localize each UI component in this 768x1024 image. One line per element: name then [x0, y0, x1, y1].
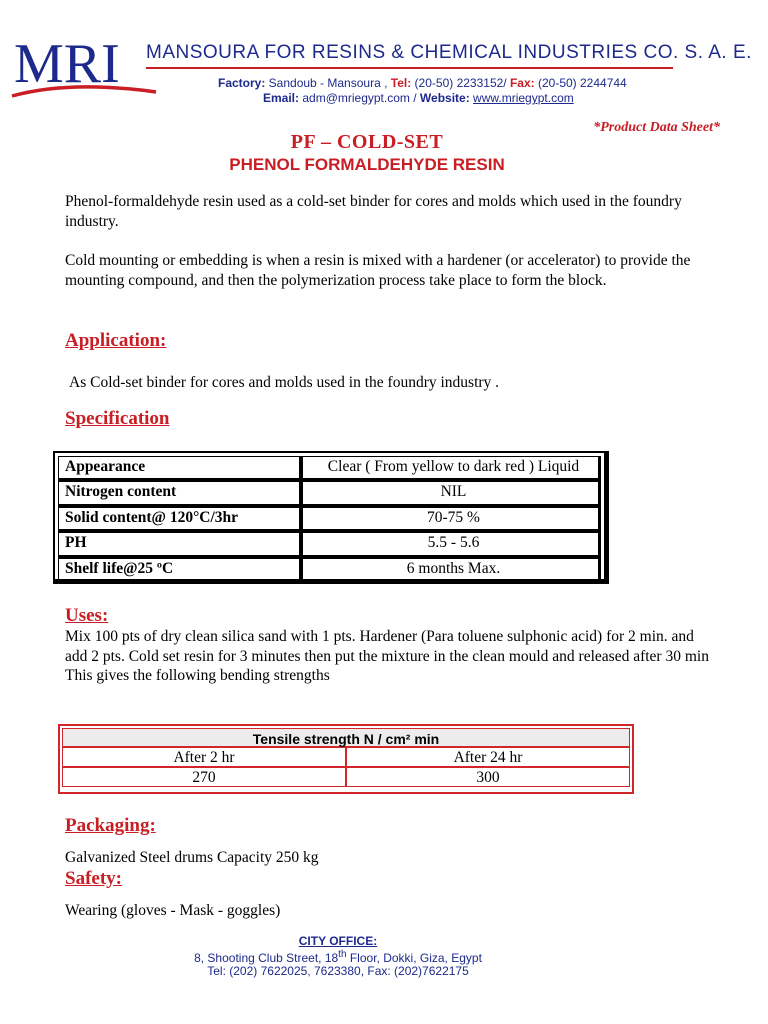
factory-label: Factory: — [218, 76, 266, 90]
email-contact-line — [263, 91, 574, 105]
uses-instructions: Mix 100 pts of dry clean silica sand with 1 pts. Hardener (Para toluene sulphonic acid) for 2 min. and add 2 pts. Cold set resin for 3 minutes then put the mixture in the clean mould and released after 30 min — [65, 628, 709, 665]
website-label: Website: — [419, 91, 470, 105]
spec-label: Solid content@ 120°C/3hr — [58, 507, 302, 532]
logo-text: MRI — [14, 33, 120, 95]
table-row — [62, 767, 630, 787]
spec-label: Shelf life@25 ºC — [58, 558, 302, 583]
packaging-heading: Packaging: — [65, 815, 156, 836]
spec-label: Appearance — [58, 456, 302, 481]
table-row — [58, 481, 601, 506]
uses-heading: Uses: — [65, 605, 109, 626]
product-subtitle: PHENOL FORMALDEHYDE RESIN — [229, 155, 505, 174]
spec-label: Nitrogen content — [58, 481, 302, 506]
city-office-address — [0, 949, 676, 965]
table-cell: 300 — [346, 767, 630, 787]
city-office-phone: Tel: (202) 7622025, 7623380, Fax: (202)7622175 — [207, 964, 469, 978]
factory-value: Sandoub - Mansoura , — [265, 76, 391, 90]
email-label: Email: — [263, 91, 300, 105]
tel-label: Tel: — [390, 76, 412, 90]
uses-text-block — [65, 627, 715, 686]
table-row — [58, 558, 601, 583]
spec-value: NIL — [302, 481, 601, 506]
spec-label: PH — [58, 532, 302, 557]
safety-heading: Safety: — [65, 868, 122, 889]
column-header: After 24 hr — [346, 747, 630, 767]
website-link[interactable]: www.mriegypt.com — [473, 91, 574, 105]
city-office-title: CITY OFFICE: — [298, 934, 378, 948]
intro-paragraph-1: Phenol-formaldehyde resin used as a cold-set binder for cores and molds which used in the foundry industry. — [65, 193, 682, 230]
address-superscript: th — [338, 949, 347, 960]
fax-label: Fax: — [509, 76, 535, 90]
factory-contact-line — [218, 76, 627, 90]
product-title: PF – COLD-SET — [290, 131, 444, 153]
spec-value: 5.5 - 5.6 — [302, 532, 601, 557]
company-logo — [10, 32, 160, 104]
specification-table — [53, 451, 609, 584]
packaging-text: Galvanized Steel drums Capacity 250 kg — [65, 849, 319, 866]
spec-value: 6 months Max. — [302, 558, 601, 583]
tensile-strength-table — [58, 724, 634, 794]
company-name: MANSOURA FOR RESINS & CHEMICAL INDUSTRIES CO. S. A. E. — [146, 42, 752, 63]
address-part: 8, Shooting Club Street, 18 — [194, 951, 339, 965]
table-row — [58, 507, 601, 532]
specification-heading: Specification — [65, 408, 170, 429]
safety-text: Wearing (gloves - Mask - goggles) — [65, 902, 281, 919]
table-row — [58, 532, 601, 557]
document-type: *Product Data Sheet* — [593, 120, 720, 135]
mri-logo-mark — [10, 32, 160, 104]
address-part: Floor, Dokki, Giza, Egypt — [346, 951, 482, 965]
header-divider — [146, 67, 673, 69]
email-value[interactable]: adm@mriegypt.com / — [299, 91, 420, 105]
spec-value: Clear ( From yellow to dark red ) Liquid — [302, 456, 601, 481]
table-row — [58, 456, 601, 481]
application-text: As Cold-set binder for cores and molds used in the foundry industry . — [69, 374, 500, 391]
fax-value: (20-50) 2244744 — [534, 76, 627, 90]
table-header-row — [62, 747, 630, 767]
table-caption: Tensile strength N / cm² min — [62, 728, 630, 747]
uses-note: This gives the following bending strengths — [65, 667, 330, 684]
spec-value: 70-75 % — [302, 507, 601, 532]
application-heading: Application: — [65, 330, 167, 351]
column-header: After 2 hr — [62, 747, 346, 767]
intro-paragraph-2: Cold mounting or embedding is when a resin is mixed with a hardener (or accelerator) to provide the mounting compound, and then the polymerization process take place to form the block. — [65, 252, 691, 289]
tel-value: (20-50) 2233152/ — [411, 76, 510, 90]
table-cell: 270 — [62, 767, 346, 787]
